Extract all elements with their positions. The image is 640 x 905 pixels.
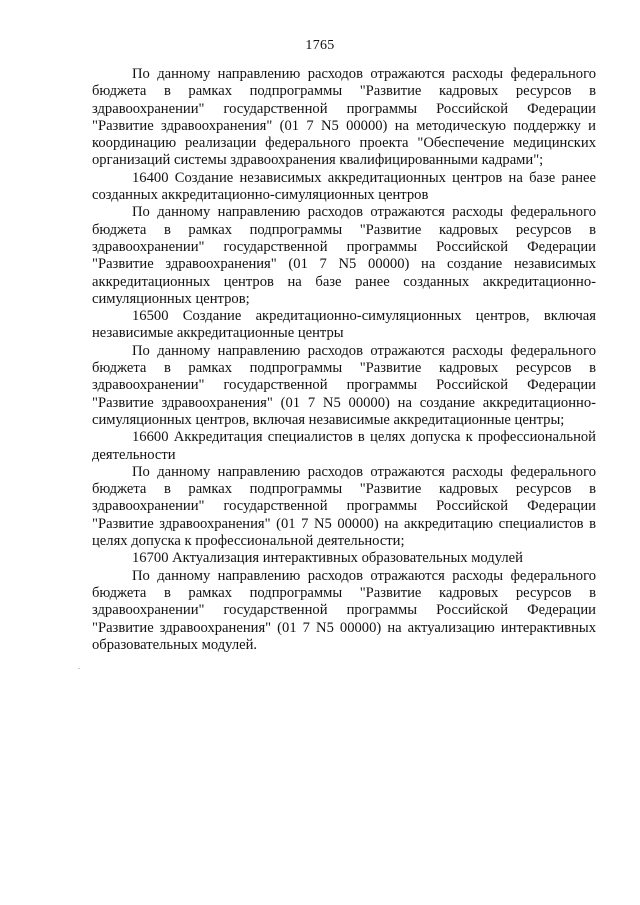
- paragraph-expenditure-description: По данному направлению расходов отражаются расходы федерального бюджета в рамках подпрограммы "Развитие кадровых ресурсов в здравоохранении" государственной программы Российской Федерации "Развитие здравоохранения" (01 7 N5 00000) на аккредитацию специалистов в целях допуска к профессиональной деятельности;: [92, 463, 596, 550]
- scan-speck: [78, 668, 80, 669]
- expenditure-code-heading: 16700 Актуализация интерактивных образовательных модулей: [132, 550, 523, 567]
- expenditure-code-heading: 16500 Создание акредитационно-симуляционных центров, включая независимые аккредитационные центры: [92, 308, 596, 342]
- document-body: [92, 66, 596, 654]
- paragraph-expenditure-description: По данному направлению расходов отражаются расходы федерального бюджета в рамках подпрограммы "Развитие кадровых ресурсов в здравоохранении" государственной программы Российской Федерации "Развитие здравоохранения" (01 7 N5 00000) на актуализацию интерактивных образовательных модулей.: [92, 567, 596, 653]
- expenditure-code-heading: 16600 Аккредитация специалистов в целях допуска к профессиональной деятельности: [92, 429, 596, 463]
- paragraph-expenditure-description: По данному направлению расходов отражаются расходы федерального бюджета в рамках подпрограммы "Развитие кадровых ресурсов в здравоохранении" государственной программы Российской Федерации "Развитие здравоохранения" (01 7 N5 00000) на создание аккредитационно-симуляционных центров, включая независимые аккредитационные центры;: [92, 342, 596, 428]
- expenditure-code-heading: 16400 Создание независимых аккредитационных центров на базе ранее созданных аккредитационно-симуляционных центров: [92, 169, 596, 204]
- paragraph-expenditure-description: По данному направлению расходов отражаются расходы федерального бюджета в рамках подпрограммы "Развитие кадровых ресурсов в здравоохранении" государственной программы Российской Федерации "Развитие здравоохранения" (01 7 N5 00000) на методическую поддержку и координацию реализации федерального проекта "Обеспечение медицинских организаций системы здравоохранения квалифицированными кадрами";: [92, 66, 596, 169]
- paragraph-expenditure-description: По данному направлению расходов отражаются расходы федерального бюджета в рамках подпрограммы "Развитие кадровых ресурсов в здравоохранении" государственной программы Российской Федерации "Развитие здравоохранения" (01 7 N5 00000) на создание независимых аккредитационных центров на базе ранее созданных аккредитационно-симуляционных центров;: [92, 204, 596, 307]
- page-number: 1765: [305, 38, 335, 53]
